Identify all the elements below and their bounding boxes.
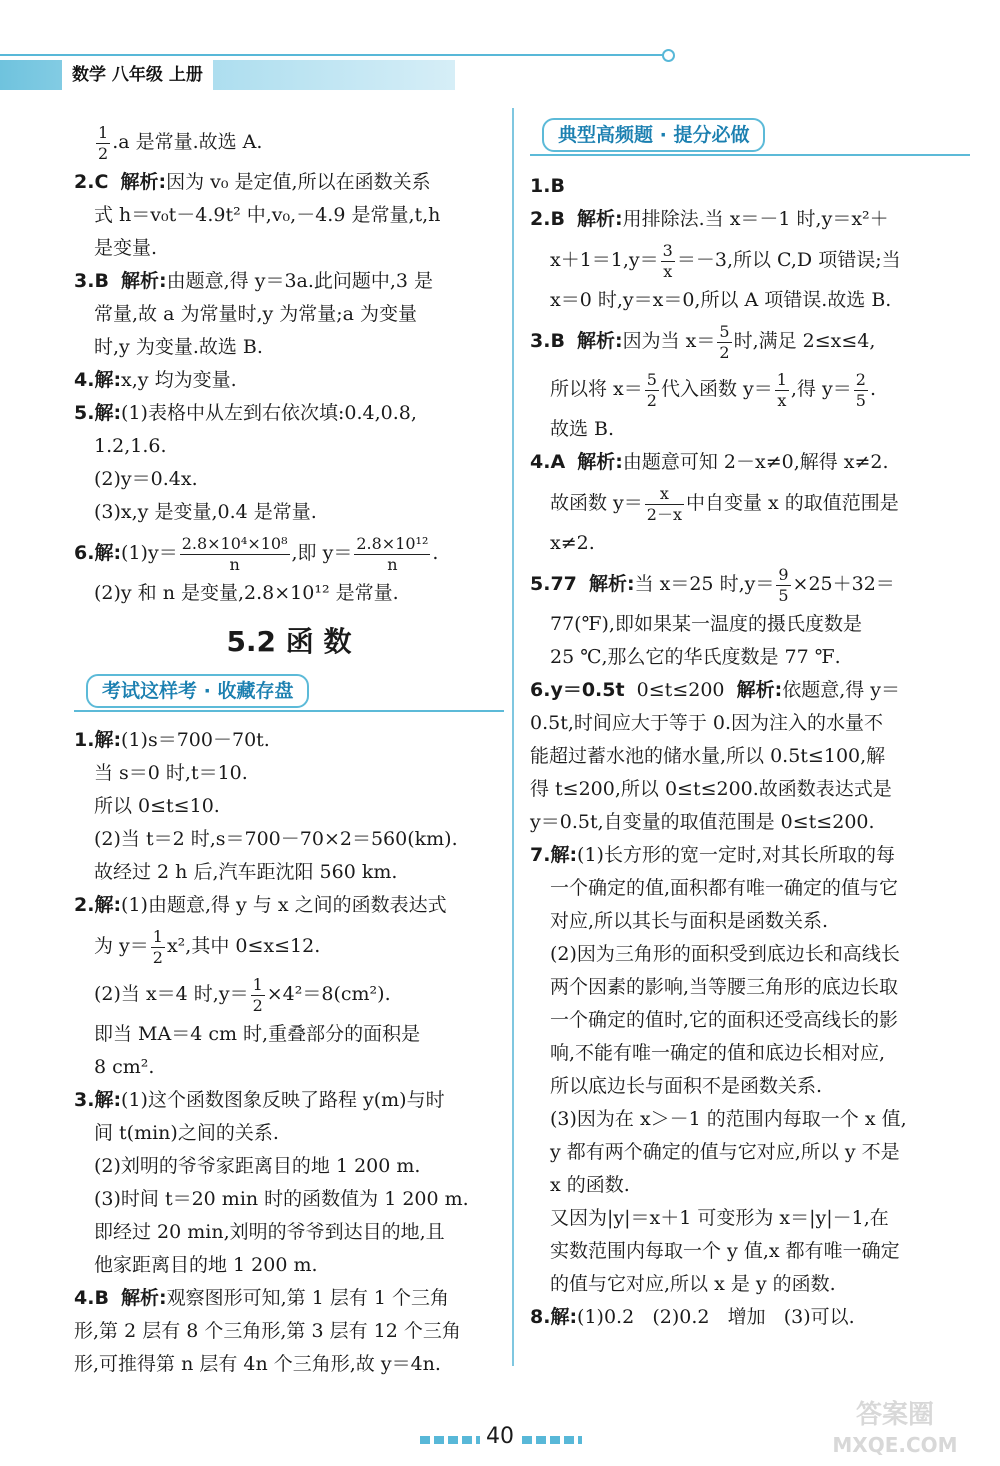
book-title: 数学 八年级 上册 (62, 60, 213, 90)
tag-underline (530, 154, 970, 156)
answer-r7: 7.解:(1)长方形的宽一定时,对其长所取的每 一个确定的值,面积都有唯一确定的值与它 对应,所以其长与面积是函数关系. (2)因为三角形的面积受到底边长和高线长 两个因素的影响,当等腰三角形的底边长取 一个确定的值时,它的面积还受高线长的影 响,不能有唯一确定的值和底边长相对应, 所以底边长与面积不是函数关系. (3)因为在 x＞－1 的范围内每取一个 x 值, y 都有两个确定的值与它对应,所以 y 不是 x 的函数. 又因为|y|＝x＋1 可变形为 x＝|y|－1,在 实数范围内每取一个 y 值,x 都有唯一确定 的值与它对应,所以 x 是 y 的函数. (530, 844, 907, 1295)
fraction: $\frac{x}{2-x}$ (646, 483, 682, 524)
exercise-1: 1.解:(1)s＝700－70t. 当 s＝0 时,t＝10. 所以 0≤t≤10. (2)当 t＝2 时,s＝700－70×2＝560(km). 故经过 2 h 后,汽车距沈阳 560 km. (74, 729, 458, 883)
footer-deco-right (522, 1436, 582, 1444)
answer-4: 4.解:x,y 均为变量. (74, 369, 237, 391)
exercise-3: 3.解:(1)这个函数图象反映了路程 y(m)与时 间 t(min)之间的关系. (2)刘明的爷爷家距离目的地 1 200 m. (3)时间 t＝20 min 时的函数值为 1 200 m. 即经过 20 min,刘明的爷爷到达目的地,且 他家距离目的地 1 200 m. (74, 1089, 469, 1276)
fraction: $\frac{1}{2}$ (252, 974, 263, 1015)
exam-tag: 考试这样考 · 收藏存盘 (86, 674, 309, 708)
header-rule-right (458, 54, 663, 56)
answer-continuation: $\frac{1}{2}$ .a 是常量.故选 A. (98, 122, 263, 163)
fraction: $\frac{5}{2}$ (646, 369, 657, 410)
answer-2: 2.C 解析:因为 v₀ 是定值,所以在函数关系 式 h＝v₀t－4.9t² 中,v₀,－4.9 是常量,t,h 是变量. (74, 171, 441, 259)
watermark: 答案圈 MXQE.COM (832, 1400, 958, 1457)
left-column (74, 118, 504, 1381)
answer-r6: 6.y＝0.5t 0≤t≤200 解析:依题意,得 y＝ 0.5t,时间应大于等于 0.因为注入的水量不 能超过蓄水池的储水量,所以 0.5t≤100,解 得 t≤200,所以 0≤t≤200.故函数表达式是 y＝0.5t,自变量的取值范围是 0≤t≤200. (530, 679, 901, 833)
page-number: 40 (486, 1424, 514, 1449)
fraction: $\frac{3}{x}$ (662, 240, 673, 281)
fraction: $\frac{1}{x}$ (776, 369, 787, 410)
fraction: $\frac{\text{2.8×10¹²}}{n}$ (356, 533, 429, 574)
answer-r2: 2.B 解析:用排除法.当 x＝－1 时,y＝x²＋ x＋1＝1,y＝ $\frac{3}{x}$ ＝－3,所以 C,D 项错误;当 x＝0 时,y＝x＝0,所以 A 项错误.故选 B. (530, 208, 901, 311)
highfreq-tag-banner (530, 118, 970, 162)
exam-tag-banner (74, 674, 504, 718)
answer-6: 6.解:(1)y＝ $\frac{\text{2.8×10⁴×10⁸}}{n}$ ,即 y＝ $\frac{\text{2.8×10¹²}}{n}$ . (2)y 和 n 是变量,2.8×10¹² 是常量. (74, 533, 439, 604)
fraction: $\frac{2}{5}$ (855, 369, 866, 410)
answer-r4: 4.A 解析:由题意可知 2－x≠0,解得 x≠2. 故函数 y＝ $\frac{x}{2-x}$ 中自变量 x 的取值范围是 x≠2. (530, 451, 899, 554)
footer-deco-left (420, 1436, 480, 1444)
exercise-2: 2.解:(1)由题意,得 y 与 x 之间的函数表达式 为 y＝ $\frac{1}{2}$ x²,其中 0≤x≤12. (2)当 x＝4 时,y＝ $\frac{1}{2}$ ×4²＝8(cm²). 即当 MA＝4 cm 时,重叠部分的面积是 8 cm². (74, 894, 447, 1078)
page-header (0, 50, 700, 94)
exercise-4: 4.B 解析:观察图形可知,第 1 层有 1 个三角 形,第 2 层有 8 个三角形,第 3 层有 12 个三角 形,可推得第 n 层有 4n 个三角形,故 y＝4n. (74, 1287, 461, 1375)
fraction: $\frac{\text{2.8×10⁴×10⁸}}{n}$ (181, 533, 288, 574)
answer-3: 3.B 解析:由题意,得 y＝3a.此问题中,3 是 常量,故 a 为常量时,y 为常量;a 为变量 时,y 为变量.故选 B. (74, 270, 434, 358)
answer-5: 5.解:(1)表格中从左到右依次填:0.4,0.8, 1.2,1.6. (2)y＝0.4x. (3)x,y 是变量,0.4 是常量. (74, 402, 417, 523)
column-divider (512, 108, 514, 1366)
header-rule (0, 54, 458, 56)
answer-r3: 3.B 解析:因为当 x＝ $\frac{5}{2}$ 时,满足 2≤x≤4, 所以将 x＝ $\frac{5}{2}$ 代入函数 y＝ $\frac{1}{x}$ ,得 y＝ $\frac{2}{5}$ . 故选 B. (530, 321, 876, 440)
fraction: $\frac{1}{2}$ (98, 122, 109, 163)
tag-underline (74, 710, 504, 712)
answer-r5: 5.77 解析:当 x＝25 时,y＝ $\frac{9}{5}$ ×25＋32＝ 77(℉),即如果某一温度的摄氏度数是 25 ℃,那么它的华氏度数是 77 ℉. (530, 564, 895, 668)
answer-r8: 8.解:(1)0.2 (2)0.2 增加 (3)可以. (530, 1306, 855, 1328)
fraction: $\frac{5}{2}$ (719, 321, 730, 362)
fraction: $\frac{1}{2}$ (152, 926, 163, 967)
section-title: 5.2 函 数 (226, 625, 352, 658)
right-column (530, 170, 968, 1334)
highfreq-tag: 典型高频题 · 提分必做 (542, 118, 765, 152)
header-dot-icon (662, 49, 675, 62)
fraction: $\frac{9}{5}$ (778, 564, 789, 605)
answer-r1: 1.B (530, 175, 565, 197)
